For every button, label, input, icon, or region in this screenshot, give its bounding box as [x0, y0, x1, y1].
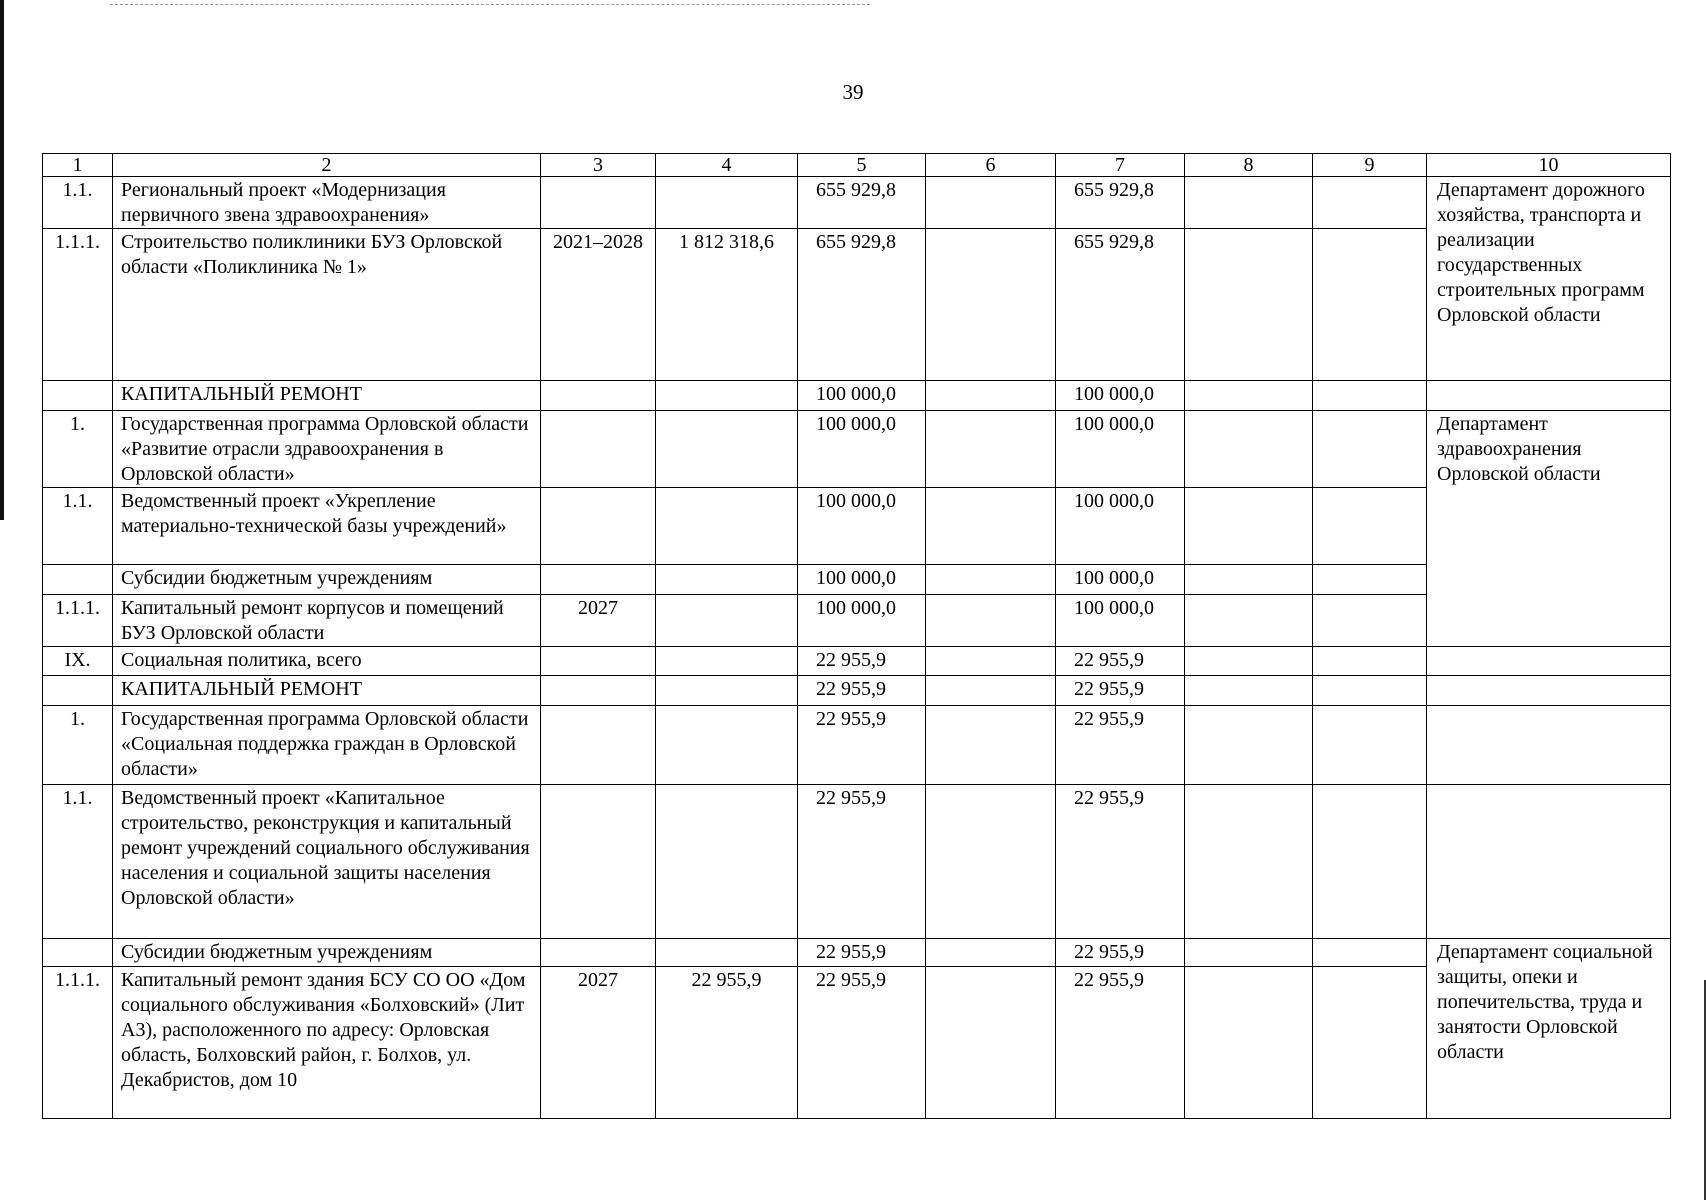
row-period [541, 676, 656, 706]
row-number [43, 676, 113, 706]
row-period [541, 488, 656, 565]
row-estimated-cost: 22 955,9 [656, 967, 798, 1119]
table-row [43, 706, 1671, 785]
row-amount-col9 [1313, 967, 1427, 1119]
responsible-department: Департамент дорожного хозяйства, транспорта и реализации государственных строительных программ Орловской области [1427, 177, 1671, 381]
row-amount-col7: 22 955,9 [1056, 967, 1185, 1119]
row-amount-col9 [1313, 488, 1427, 565]
row-period [541, 785, 656, 939]
row-period: 2027 [541, 967, 656, 1119]
row-number: 1.1. [43, 488, 113, 565]
row-amount-col5: 22 955,9 [798, 967, 926, 1119]
row-amount-col8 [1185, 565, 1313, 595]
row-amount-col6 [926, 676, 1056, 706]
row-estimated-cost [656, 381, 798, 411]
row-amount-col8 [1185, 177, 1313, 229]
row-name: Ведомственный проект «Капитальное строительство, реконструкция и капитальный ремонт учреждений социального обслуживания населения и социальной защиты населения Орловской области» [113, 785, 541, 939]
row-number: 1. [43, 706, 113, 785]
row-name: Ведомственный проект «Укрепление материально-технической базы учреждений» [113, 488, 541, 565]
row-number: 1.1. [43, 785, 113, 939]
row-period [541, 177, 656, 229]
budget-table [42, 153, 1671, 1119]
row-name: Социальная политика, всего [113, 647, 541, 676]
row-amount-col7: 100 000,0 [1056, 381, 1185, 411]
row-amount-col9 [1313, 411, 1427, 488]
responsible-department [1427, 785, 1671, 939]
row-amount-col7: 655 929,8 [1056, 229, 1185, 381]
row-period [541, 411, 656, 488]
row-number: IX. [43, 647, 113, 676]
row-amount-col5: 100 000,0 [798, 595, 926, 647]
row-amount-col6 [926, 381, 1056, 411]
row-amount-col9 [1313, 229, 1427, 381]
row-number: 1.1.1. [43, 595, 113, 647]
row-amount-col7: 22 955,9 [1056, 676, 1185, 706]
row-period [541, 565, 656, 595]
row-amount-col9 [1313, 381, 1427, 411]
column-header: 6 [926, 154, 1056, 177]
row-amount-col9 [1313, 706, 1427, 785]
column-header: 2 [113, 154, 541, 177]
row-amount-col9 [1313, 785, 1427, 939]
table-row [43, 595, 1671, 647]
column-header: 10 [1427, 154, 1671, 177]
table-row [43, 967, 1671, 1119]
row-estimated-cost [656, 647, 798, 676]
row-amount-col5: 655 929,8 [798, 177, 926, 229]
row-amount-col5: 655 929,8 [798, 229, 926, 381]
responsible-department [1427, 381, 1671, 411]
table-row [43, 565, 1671, 595]
row-amount-col8 [1185, 229, 1313, 381]
row-name: Государственная программа Орловской области «Развитие отрасли здравоохранения в Орловской области» [113, 411, 541, 488]
row-amount-col5: 100 000,0 [798, 381, 926, 411]
row-estimated-cost [656, 706, 798, 785]
row-number: 1. [43, 411, 113, 488]
row-amount-col6 [926, 411, 1056, 488]
column-header: 5 [798, 154, 926, 177]
row-period [541, 939, 656, 967]
row-estimated-cost [656, 676, 798, 706]
row-amount-col6 [926, 229, 1056, 381]
row-amount-col6 [926, 647, 1056, 676]
row-estimated-cost [656, 488, 798, 565]
row-number: 1.1.1. [43, 967, 113, 1119]
row-name: Субсидии бюджетным учреждениям [113, 939, 541, 967]
row-name: Капитальный ремонт здания БСУ СО ОО «Дом социального обслуживания «Болховский» (Лит А3), расположенного по адресу: Орловская область, Болховский район, г. Болхов, ул. Декабристов, дом 10 [113, 967, 541, 1119]
scan-border-line [110, 4, 870, 5]
row-amount-col9 [1313, 647, 1427, 676]
row-amount-col5: 22 955,9 [798, 706, 926, 785]
row-amount-col7: 22 955,9 [1056, 706, 1185, 785]
row-amount-col8 [1185, 411, 1313, 488]
row-period [541, 647, 656, 676]
column-header: 4 [656, 154, 798, 177]
row-amount-col7: 22 955,9 [1056, 785, 1185, 939]
row-name: Государственная программа Орловской области «Социальная поддержка граждан в Орловской области» [113, 706, 541, 785]
table-row [43, 177, 1671, 229]
row-amount-col6 [926, 177, 1056, 229]
row-amount-col6 [926, 595, 1056, 647]
row-name: Региональный проект «Модернизация первичного звена здравоохранения» [113, 177, 541, 229]
page-number: 39 [842, 80, 864, 104]
row-number: 1.1. [43, 177, 113, 229]
table-header-row [43, 154, 1671, 177]
row-amount-col5: 22 955,9 [798, 939, 926, 967]
row-amount-col6 [926, 967, 1056, 1119]
row-amount-col8 [1185, 595, 1313, 647]
table-row [43, 676, 1671, 706]
table-row [43, 785, 1671, 939]
row-name: КАПИТАЛЬНЫЙ РЕМОНТ [113, 381, 541, 411]
row-amount-col7: 100 000,0 [1056, 595, 1185, 647]
table-row [43, 381, 1671, 411]
row-amount-col5: 100 000,0 [798, 411, 926, 488]
row-amount-col5: 100 000,0 [798, 565, 926, 595]
row-amount-col8 [1185, 676, 1313, 706]
row-period [541, 706, 656, 785]
column-header: 9 [1313, 154, 1427, 177]
row-amount-col5: 22 955,9 [798, 647, 926, 676]
responsible-department [1427, 676, 1671, 706]
row-number [43, 939, 113, 967]
row-amount-col7: 100 000,0 [1056, 565, 1185, 595]
responsible-department: Департамент здравоохранения Орловской области [1427, 411, 1671, 647]
row-amount-col9 [1313, 565, 1427, 595]
row-estimated-cost [656, 411, 798, 488]
row-amount-col6 [926, 565, 1056, 595]
row-estimated-cost: 1 812 318,6 [656, 229, 798, 381]
row-amount-col7: 22 955,9 [1056, 939, 1185, 967]
row-amount-col5: 22 955,9 [798, 676, 926, 706]
table-row [43, 229, 1671, 381]
row-name: КАПИТАЛЬНЫЙ РЕМОНТ [113, 676, 541, 706]
row-period: 2021–2028 [541, 229, 656, 381]
row-amount-col7: 22 955,9 [1056, 647, 1185, 676]
responsible-department [1427, 706, 1671, 785]
row-amount-col6 [926, 706, 1056, 785]
column-header: 7 [1056, 154, 1185, 177]
row-name: Капитальный ремонт корпусов и помещений БУЗ Орловской области [113, 595, 541, 647]
row-estimated-cost [656, 177, 798, 229]
row-number [43, 381, 113, 411]
row-amount-col8 [1185, 488, 1313, 565]
row-estimated-cost [656, 939, 798, 967]
row-amount-col9 [1313, 595, 1427, 647]
row-name: Субсидии бюджетным учреждениям [113, 565, 541, 595]
row-amount-col9 [1313, 939, 1427, 967]
row-amount-col8 [1185, 785, 1313, 939]
table-row [43, 488, 1671, 565]
column-header: 1 [43, 154, 113, 177]
row-number [43, 565, 113, 595]
column-header: 3 [541, 154, 656, 177]
row-number: 1.1.1. [43, 229, 113, 381]
responsible-department: Департамент социальной защиты, опеки и попечительства, труда и занятости Орловской области [1427, 939, 1671, 1119]
row-amount-col9 [1313, 676, 1427, 706]
row-amount-col5: 100 000,0 [798, 488, 926, 565]
row-amount-col7: 655 929,8 [1056, 177, 1185, 229]
table-row [43, 647, 1671, 676]
row-estimated-cost [656, 785, 798, 939]
row-estimated-cost [656, 595, 798, 647]
table-row [43, 939, 1671, 967]
row-period [541, 381, 656, 411]
row-amount-col6 [926, 939, 1056, 967]
row-period: 2027 [541, 595, 656, 647]
scan-border-edge [0, 0, 4, 520]
row-amount-col9 [1313, 177, 1427, 229]
row-amount-col8 [1185, 967, 1313, 1119]
row-amount-col7: 100 000,0 [1056, 488, 1185, 565]
column-header: 8 [1185, 154, 1313, 177]
table-row [43, 411, 1671, 488]
row-amount-col6 [926, 488, 1056, 565]
row-amount-col8 [1185, 381, 1313, 411]
row-amount-col8 [1185, 647, 1313, 676]
row-amount-col6 [926, 785, 1056, 939]
row-amount-col8 [1185, 706, 1313, 785]
row-amount-col7: 100 000,0 [1056, 411, 1185, 488]
row-amount-col5: 22 955,9 [798, 785, 926, 939]
responsible-department [1427, 647, 1671, 676]
row-estimated-cost [656, 565, 798, 595]
row-amount-col8 [1185, 939, 1313, 967]
row-name: Строительство поликлиники БУЗ Орловской области «Поликлиника № 1» [113, 229, 541, 381]
